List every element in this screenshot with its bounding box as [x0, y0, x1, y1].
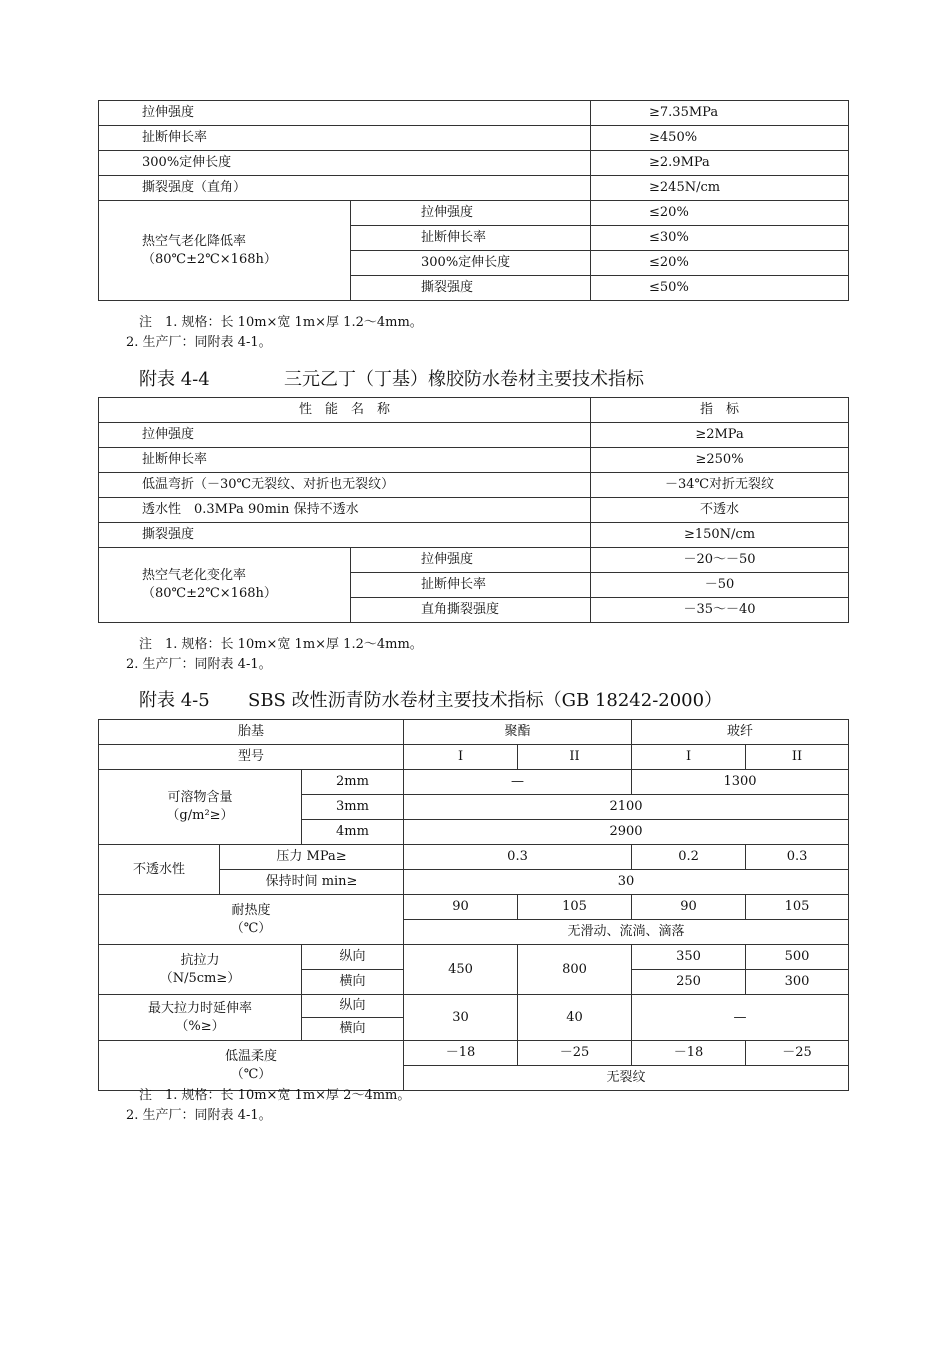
value-cell: 350 [632, 945, 746, 970]
heat-label-line2: （℃） [230, 920, 272, 936]
value-cell: 无裂纹 [404, 1066, 849, 1091]
tensile-label-line1: 抗拉力 [180, 952, 220, 968]
value-cell: 450 [404, 945, 518, 995]
table-caption [139, 365, 644, 391]
aging-label-line1: 热空气老化变化率 [142, 568, 247, 583]
model-cell: II [746, 745, 849, 770]
cold-label-line2: （℃） [230, 1066, 272, 1082]
base-header: 胎基 [99, 720, 404, 745]
table-note: 2. 生产厂：同附表 4-1。 [126, 1108, 272, 1123]
table-row [99, 473, 849, 498]
aging-item-name: 撕裂强度 [351, 276, 591, 301]
heat-label-line1: 耐热度 [231, 902, 271, 918]
aging-label-line1: 热空气老化降低率 [142, 233, 247, 249]
value-cell: 0.3 [746, 845, 849, 870]
table-row [99, 995, 849, 1018]
value-cell: －18 [632, 1041, 746, 1066]
table-header-row [99, 398, 849, 423]
aging-label [99, 548, 351, 623]
cold-label-line1: 低温柔度 [225, 1048, 278, 1064]
table-4-5 [98, 719, 849, 1091]
column-header: 性 能 名 称 [99, 398, 591, 423]
aging-item-value: ≤30% [591, 226, 849, 251]
aging-item-value: ≤50% [591, 276, 849, 301]
aging-label-line2: （80℃±2℃×168h） [142, 251, 277, 267]
caption-title: SBS 改性沥青防水卷材主要技术指标（GB 18242-2000） [248, 690, 723, 711]
value-cell: 无滑动、流淌、滴落 [404, 920, 849, 945]
aging-item-value: ≤20% [591, 201, 849, 226]
aging-label-line2: （80℃±2℃×168h） [142, 586, 277, 601]
value-cell: 30 [404, 995, 518, 1041]
property-value: ≥7.35MPa [591, 101, 849, 126]
hold-time-label: 保持时间 min≥ [220, 870, 404, 895]
value-cell: 500 [746, 945, 849, 970]
table-caption [139, 686, 722, 712]
impermeability-label: 不透水性 [99, 845, 220, 895]
value-cell: 0.3 [404, 845, 632, 870]
thickness-cell: 3mm [302, 795, 404, 820]
table-row [99, 523, 849, 548]
elongation-label [99, 995, 302, 1041]
table-row [99, 126, 849, 151]
model-cell: I [632, 745, 746, 770]
aging-item-value: ≤20% [591, 251, 849, 276]
value-cell: 800 [518, 945, 632, 995]
table-header-row [99, 720, 849, 745]
table-row [99, 176, 849, 201]
aging-item-name: 扯断伸长率 [351, 226, 591, 251]
value-cell: －25 [746, 1041, 849, 1066]
value-cell: 300 [746, 970, 849, 995]
table-4-4 [98, 397, 849, 623]
table-row [99, 895, 849, 920]
property-name: 透水性 0.3MPa 90min 保持不透水 [99, 498, 591, 523]
pressure-label: 压力 MPa≥ [220, 845, 404, 870]
table-note: 2. 生产厂：同附表 4-1。 [126, 657, 272, 672]
soluble-label [99, 770, 302, 845]
table-row [99, 151, 849, 176]
aging-item-value: －20～－50 [591, 548, 849, 573]
property-name: 撕裂强度（直角） [99, 176, 591, 201]
soluble-label-line2: （g/m²≥） [166, 808, 234, 823]
value-cell: 105 [518, 895, 632, 920]
value-cell: 250 [632, 970, 746, 995]
elongation-label-line1: 最大拉力时延伸率 [147, 1000, 252, 1016]
property-value: ≥2MPa [591, 423, 849, 448]
value-cell: — [632, 995, 849, 1041]
property-value: ≥150N/cm [591, 523, 849, 548]
glass-fiber-header: 玻纤 [632, 720, 849, 745]
table-4-3-continued [98, 100, 849, 301]
table-row [99, 548, 849, 573]
caption-number: 附表 4-4 [139, 369, 210, 390]
property-name: 拉伸强度 [99, 101, 591, 126]
tensile-label-line2: （N/5cm≥） [159, 970, 241, 986]
direction-cell: 横向 [302, 1018, 404, 1041]
value-cell: 40 [518, 995, 632, 1041]
property-name: 低温弯折（－30℃无裂纹、对折也无裂纹） [99, 473, 591, 498]
value-cell: — [404, 770, 632, 795]
value-cell: 30 [404, 870, 849, 895]
aging-item-value: －35～－40 [591, 598, 849, 623]
heat-resistance-label [99, 895, 404, 945]
value-cell: 1300 [632, 770, 849, 795]
table-row [99, 770, 849, 795]
value-cell: 105 [746, 895, 849, 920]
table-note: 2. 生产厂：同附表 4-1。 [126, 335, 272, 350]
table-note: 注 1. 规格：长 10m×宽 1m×厚 1.2～4mm。 [139, 315, 423, 330]
table-row [99, 498, 849, 523]
property-value: ≥2.9MPa [591, 151, 849, 176]
value-cell: 2900 [404, 820, 849, 845]
direction-cell: 纵向 [302, 995, 404, 1018]
aging-item-name: 扯断伸长率 [351, 573, 591, 598]
table-row [99, 448, 849, 473]
aging-item-name: 拉伸强度 [351, 201, 591, 226]
table-header-row [99, 745, 849, 770]
caption-number: 附表 4-5 [139, 690, 210, 711]
value-cell: 90 [632, 895, 746, 920]
table-row [99, 1041, 849, 1066]
value-cell: 2100 [404, 795, 849, 820]
value-cell: －18 [404, 1041, 518, 1066]
caption-title: 三元乙丁（丁基）橡胶防水卷材主要技术指标 [284, 369, 644, 390]
value-cell: －25 [518, 1041, 632, 1066]
thickness-cell: 2mm [302, 770, 404, 795]
table-row [99, 945, 849, 970]
table-row [99, 201, 849, 226]
value-cell: 0.2 [632, 845, 746, 870]
aging-item-name: 直角撕裂强度 [351, 598, 591, 623]
column-header: 指 标 [591, 398, 849, 423]
elongation-label-line2: （%≥） [175, 1018, 225, 1034]
property-value: ≥245N/cm [591, 176, 849, 201]
aging-item-name: 300%定伸长度 [351, 251, 591, 276]
model-header: 型号 [99, 745, 404, 770]
property-value: ≥450% [591, 126, 849, 151]
property-name: 扯断伸长率 [99, 126, 591, 151]
direction-cell: 横向 [302, 970, 404, 995]
property-name: 撕裂强度 [99, 523, 591, 548]
model-cell: I [404, 745, 518, 770]
soluble-label-line1: 可溶物含量 [167, 790, 233, 805]
thickness-cell: 4mm [302, 820, 404, 845]
aging-label [99, 201, 351, 301]
model-cell: II [518, 745, 632, 770]
direction-cell: 纵向 [302, 945, 404, 970]
table-note: 注 1. 规格：长 10m×宽 1m×厚 2～4mm。 [139, 1088, 411, 1103]
table-row [99, 845, 849, 870]
tensile-label [99, 945, 302, 995]
property-value: －34℃对折无裂纹 [591, 473, 849, 498]
table-row [99, 423, 849, 448]
property-name: 拉伸强度 [99, 423, 591, 448]
value-cell: 90 [404, 895, 518, 920]
table-note: 注 1. 规格：长 10m×宽 1m×厚 1.2～4mm。 [139, 637, 423, 652]
property-name: 扯断伸长率 [99, 448, 591, 473]
cold-flexibility-label [99, 1041, 404, 1091]
property-name: 300%定伸长度 [99, 151, 591, 176]
property-value: ≥250% [591, 448, 849, 473]
property-value: 不透水 [591, 498, 849, 523]
polyester-header: 聚酯 [404, 720, 632, 745]
table-row [99, 101, 849, 126]
aging-item-value: －50 [591, 573, 849, 598]
aging-item-name: 拉伸强度 [351, 548, 591, 573]
